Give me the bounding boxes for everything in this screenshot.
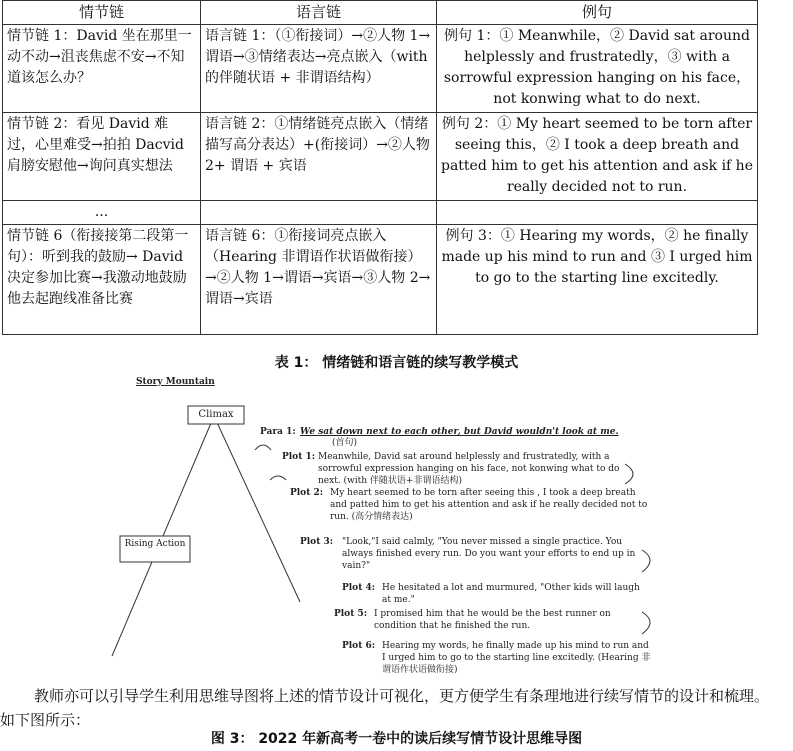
story-mountain-title: Story Mountain [136,377,215,387]
plot1-text: Meanwhile, David sat around helplessly and frustratedly, with a sorrowful expression hanging on his face, not konwing what to do next. (with 伴随状语+非谓语结构) [318,452,620,486]
para1-text: We sat down next to each other, but David wouldn't look at me. [300,427,619,437]
plot1-label: Plot 1: [282,452,316,462]
mountain-right-slope [214,416,300,602]
plot2-label: Plot 2: [290,488,324,498]
table-cell: 语言链 2：①情绪链亮点嵌入（情绪描写高分表达）+(衔接词）→②人物 2+ 谓语 + 宾语 [201,113,437,201]
table-cell: 情节链 1：David 坐在那里一动不动→沮丧焦虑不安→不知道该怎么办？ [3,25,201,113]
arrow-curve-4 [642,550,650,572]
table-cell: 语言链 1：（①衔接词）→②人物 1→谓语→③情绪表达→亮点嵌入（with 的伴随状语 + 非谓语结构） [201,25,437,113]
rising-action-label: Rising Action [124,539,186,549]
body-paragraph [0,684,780,732]
table-caption: 表 1： 情绪链和语言链的续写教学模式 [274,355,519,371]
table-cell: 例句 3：① Hearing my words，② he finally made up his mind to run and ③ I urged him to go to the starting line excitedly. [437,225,758,335]
para1-note: (首句) [332,438,358,448]
table-cell [437,201,758,225]
plot4-text: He hesitated a lot and murmured, "Other kids will laugh at me." [382,583,640,605]
figure-caption: 图 3： 2022 年新高考一卷中的读后续写情节设计思维导图 [210,731,583,747]
plot5-label: Plot 5: [334,609,368,619]
table-cell [201,201,437,225]
table-row [3,225,758,335]
body-paragraph-text: 教师亦可以引导学生利用思维导图将上述的情节设计可视化，更方便学生有条理地进行续写情节的设计和梳理。如下图所示： [0,687,770,729]
plot4-label: Plot 4: [342,583,376,593]
table-cell: 例句 2：① My heart seemed to be torn after seeing this，② I took a deep breath and patted him to get his attention and ask if he really decided not to run. [437,113,758,201]
table-cell: 情节链 2：看见 David 难过，心里难受→拍拍 Dacvid 肩膀安慰他→询问真实想法 [3,113,201,201]
header-language-chain: 语言链 [201,1,437,25]
climax-label: Climax [198,409,234,420]
plot2-text: My heart seemed to be torn after seeing this , I took a deep breath and patted him to get his attention and ask if he really decided not to run. (高分情绪表达) [330,488,648,522]
table-cell: ... [3,201,201,225]
story-mountain-diagram [110,372,670,675]
table-row [3,113,758,201]
plot5-text: I promised him that he would be the best runner on condition that he finished the run. [374,609,611,631]
plot6-text: Hearing my words, he finally made up his mind to run and I urged him to go to the starting line excitedly. (Hearing 非谓语作状语做衔接) [382,641,651,675]
table-header-row [3,1,758,25]
table-row [3,201,758,225]
plot3-text: "Look,"I said calmly, "You never missed a single practice. You always finished every run. Do you want your efforts to end up in vain?" [342,537,636,571]
plot-language-chain-table [2,0,758,335]
table-cell: 情节链 6（衔接接第二段第一句）：听到我的鼓励→ David 决定参加比赛→我激动地鼓励他去起跑线准备比赛 [3,225,201,335]
arrow-curve-1 [255,445,271,450]
header-plot-chain: 情节链 [3,1,201,25]
table-row [3,25,758,113]
table-cell: 语言链 6：①衔接词亮点嵌入（Hearing 非谓语作状语做衔接）→②人物 1→谓语→宾语→③人物 2→谓语→宾语 [201,225,437,335]
table-cell: 例句 1：① Meanwhile，② David sat around helplessly and frustratedly，③ with a sorrowful expression hanging on his face，not konwing what to do next. [437,25,758,113]
header-example: 例句 [437,1,758,25]
plot6-label: Plot 6: [342,641,376,651]
plot3-label: Plot 3: [300,537,334,547]
para1-label: Para 1: [260,427,296,437]
arrow-curve-3 [270,476,286,480]
